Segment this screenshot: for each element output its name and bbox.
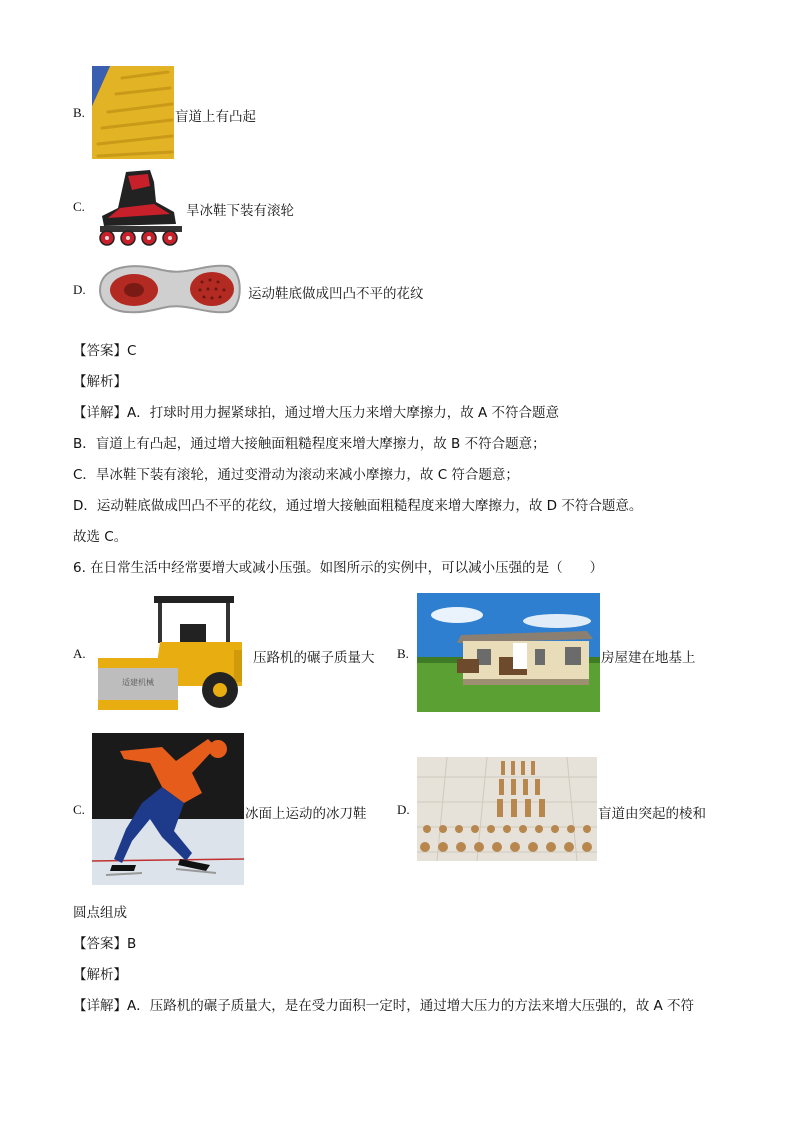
option-d-letter: D.: [73, 282, 86, 297]
roller-brand-text: 适建机械: [122, 678, 154, 687]
option-b-letter: B.: [73, 105, 85, 120]
option-b-caption: 盲道上有凸起: [175, 109, 256, 125]
shoe-sole-image: [92, 256, 246, 322]
explanation-line: C．旱冰鞋下装有滚轮，通过变滑动为滚动来减小摩擦力，故 C 符合题意；: [73, 467, 519, 483]
speed-skater-image: [92, 733, 244, 885]
option-a-caption: 压路机的碾子质量大: [253, 650, 375, 666]
house-image: [417, 593, 600, 712]
analysis-label-q5: 【解析】: [73, 374, 127, 390]
tactile-paving-image: [92, 66, 174, 159]
tactile-dots-image: [417, 757, 597, 861]
roller-skate-image: [92, 168, 185, 246]
answer-q5: 【答案】C: [73, 343, 137, 359]
option-d-caption-continued: 圆点组成: [73, 905, 127, 921]
explanation-line: 【详解】A．压路机的碾子质量大，是在受力面积一定时，通过增大压力的方法来增大压强的，故 A 不符: [73, 998, 695, 1014]
road-roller-image: [92, 590, 252, 718]
option-b-caption: 房屋建在地基上: [601, 650, 696, 666]
question-6-text: 6. 在日常生活中经常要增大或减小压强。如图所示的实例中，可以减小压强的是（ ）: [73, 560, 604, 576]
analysis-label-q6: 【解析】: [73, 967, 127, 983]
option-c-letter: C.: [73, 802, 85, 817]
option-d-caption: 运动鞋底做成凹凸不平的花纹: [248, 286, 424, 302]
option-d-caption: 盲道由突起的棱和: [598, 806, 706, 822]
option-c-caption: 冰面上运动的冰刀鞋: [245, 806, 367, 822]
explanation-line: B．盲道上有凸起，通过增大接触面粗糙程度来增大摩擦力，故 B 不符合题意；: [73, 436, 546, 452]
explanation-line: D．运动鞋底做成凹凸不平的花纹，通过增大接触面粗糙程度来增大摩擦力，故 D 不符合题意。: [73, 498, 643, 514]
option-d-letter: D.: [397, 802, 410, 817]
explanation-line: 【详解】A．打球时用力握紧球拍，通过增大压力来增大摩擦力，故 A 不符合题意: [73, 405, 560, 421]
explanation-line: 故选 C。: [73, 529, 128, 545]
option-c-letter: C.: [73, 199, 85, 214]
option-b-letter: B.: [397, 646, 409, 661]
option-a-letter: A.: [73, 646, 86, 661]
option-c-caption: 旱冰鞋下装有滚轮: [186, 203, 294, 219]
answer-q6: 【答案】B: [73, 936, 137, 952]
